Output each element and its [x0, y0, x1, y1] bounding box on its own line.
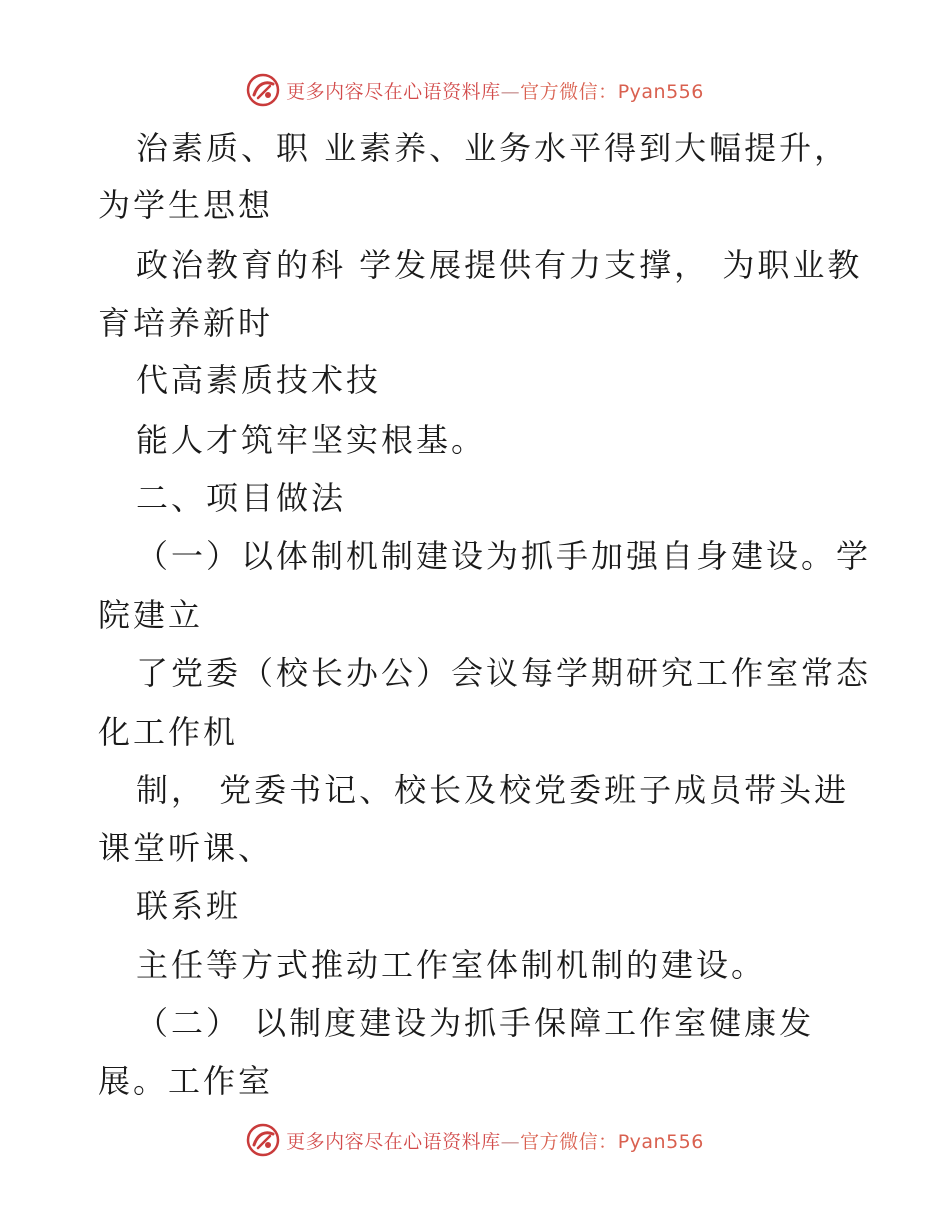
- section-heading: 二、项目做法: [136, 479, 347, 517]
- body-line: 课堂听课、: [98, 829, 274, 867]
- body-line: 为学生思想: [98, 186, 274, 224]
- banner-main-text: 更多内容尽在心语资料库: [286, 80, 501, 103]
- body-line: （一）以体制机制建设为抓手加强自身建设。学: [136, 537, 872, 575]
- body-line: 联系班: [136, 887, 242, 925]
- banner-dash: —: [500, 1130, 521, 1153]
- body-line: 治素质、职 业素养、业务水平得到大幅提升，: [136, 129, 850, 167]
- body-line: 院建立: [98, 596, 204, 634]
- body-line: 政治教育的科 学发展提供有力支撑， 为职业教: [136, 246, 863, 284]
- seal-logo-icon: [246, 1123, 280, 1157]
- body-line: 展。工作室: [98, 1062, 274, 1100]
- banner-official-text: 官方微信：: [520, 80, 618, 103]
- banner-text: [286, 1127, 704, 1154]
- banner-wechat-id: Pyan556: [617, 1130, 704, 1153]
- body-line: 化工作机: [98, 713, 239, 751]
- body-line: 制， 党委书记、校长及校党委班子成员带头进: [136, 771, 850, 809]
- banner-dash: —: [500, 80, 521, 103]
- banner-wechat-id: Pyan556: [617, 80, 704, 103]
- footer-banner: [0, 1120, 950, 1160]
- body-line: （二） 以制度建设为抓手保障工作室健康发: [136, 1004, 815, 1042]
- banner-main-text: 更多内容尽在心语资料库: [286, 1130, 501, 1153]
- body-line: 育培养新时: [98, 304, 274, 342]
- body-line: 代高素质技术技: [136, 361, 382, 399]
- banner-official-text: 官方微信：: [520, 1130, 618, 1153]
- body-line: 了党委（校长办公）会议每学期研究工作室常态: [136, 654, 872, 692]
- body-line: 能人才筑牢坚实根基。: [136, 421, 487, 459]
- body-line: 主任等方式推动工作室体制机制的建设。: [136, 946, 767, 984]
